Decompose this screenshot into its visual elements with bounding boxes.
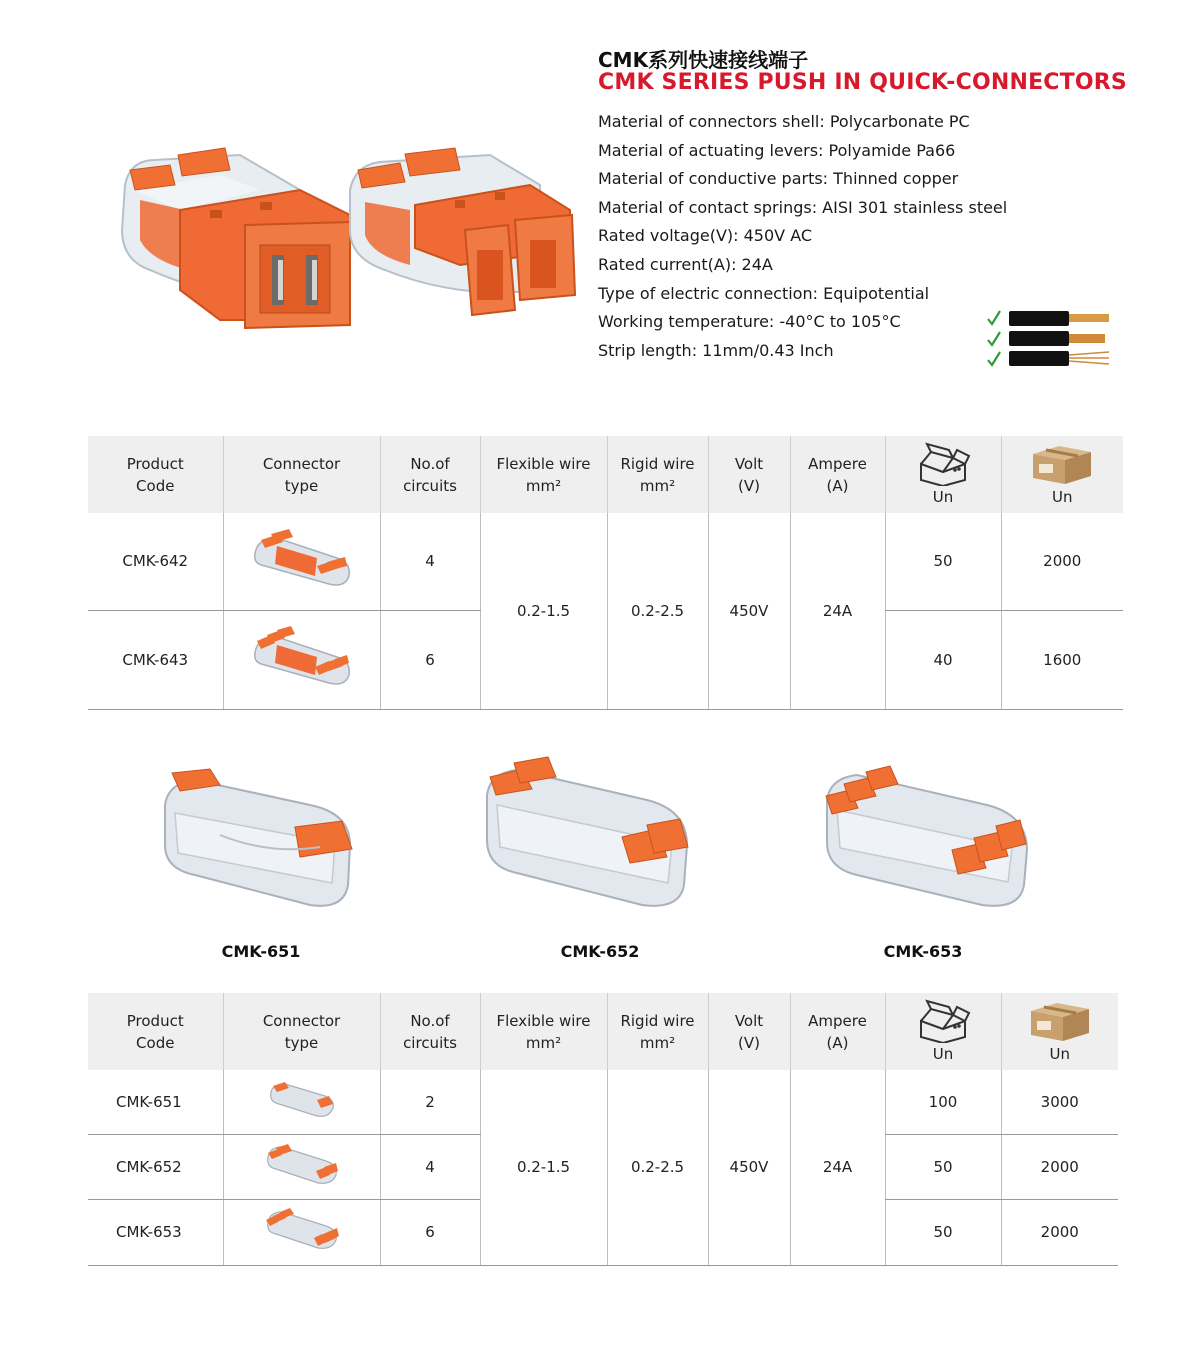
col-rigid-wire: Rigid wire mm² bbox=[607, 993, 708, 1070]
page-title-chinese: CMK系列快速接线端子 bbox=[598, 48, 809, 72]
carton-box-icon bbox=[1029, 442, 1095, 486]
circuits-value: 4 bbox=[380, 513, 480, 610]
carton-unit-label: Un bbox=[1052, 487, 1073, 506]
product-photo-cmk-651 bbox=[160, 765, 360, 915]
product-label-cmk-652: CMK-652 bbox=[560, 942, 640, 961]
spec-list bbox=[598, 108, 1007, 365]
product-label-cmk-653: CMK-653 bbox=[883, 942, 963, 961]
col-carton bbox=[1001, 436, 1123, 513]
stripped-wire-check-icon bbox=[985, 305, 1115, 367]
inner-qty: 40 bbox=[885, 610, 1001, 709]
open-box-icon bbox=[915, 999, 971, 1043]
spec-strip-length: Strip length: 11mm/0.43 Inch bbox=[598, 340, 834, 360]
carton-unit-label: Un bbox=[1049, 1044, 1070, 1063]
inner-qty: 50 bbox=[885, 513, 1001, 610]
connector-4-circuit-icon bbox=[247, 524, 357, 594]
spec-spring-material: Material of contact springs: AISI 301 stainless steel bbox=[598, 197, 1008, 217]
spec-lever-material: Material of actuating levers: Polyamide Pa66 bbox=[598, 140, 956, 160]
rigid-wire-value: 0.2-2.5 bbox=[607, 513, 708, 709]
col-inner-box bbox=[885, 436, 1001, 513]
spec-shell-material: Material of connectors shell: Polycarbonate PC bbox=[598, 112, 970, 131]
circuits-value: 4 bbox=[380, 1134, 480, 1199]
product-code: CMK-651 bbox=[88, 1070, 223, 1134]
volt-value: 450V bbox=[708, 513, 790, 709]
volt-value: 450V bbox=[708, 1070, 790, 1265]
hero-connectors-photo bbox=[110, 130, 590, 330]
product-photo-cmk-653 bbox=[826, 766, 1027, 906]
col-product-code: Product Code bbox=[88, 993, 223, 1070]
ampere-value: 24A bbox=[790, 1070, 885, 1265]
col-carton bbox=[1001, 993, 1118, 1070]
product-code: CMK-643 bbox=[88, 610, 223, 709]
product-photo-cmk-652 bbox=[487, 757, 688, 906]
table-header-row bbox=[88, 436, 1123, 513]
col-circuits: No.of circuits bbox=[380, 436, 480, 513]
col-inner-box bbox=[885, 993, 1001, 1070]
connector-4-circuit-icon bbox=[264, 1141, 340, 1189]
col-circuits: No.of circuits bbox=[380, 993, 480, 1070]
table-header-row bbox=[88, 993, 1118, 1070]
inner-qty: 100 bbox=[885, 1070, 1001, 1134]
col-ampere: Ampere (A) bbox=[790, 436, 885, 513]
open-box-icon bbox=[915, 442, 971, 486]
col-ampere: Ampere (A) bbox=[790, 993, 885, 1070]
connector-6-circuit-icon bbox=[247, 623, 357, 693]
spec-rated-voltage: Rated voltage(V): 450V AC bbox=[598, 226, 813, 246]
inner-unit-label: Un bbox=[932, 487, 954, 506]
spec-rated-current: Rated current(A): 24A bbox=[598, 254, 773, 274]
col-flexible-wire: Flexible wire mm² bbox=[480, 993, 607, 1070]
circuits-value: 2 bbox=[380, 1070, 480, 1134]
table-row bbox=[88, 513, 1123, 610]
spec-table-642-series bbox=[88, 436, 1123, 710]
flexible-wire-value: 0.2-1.5 bbox=[480, 513, 607, 709]
col-product-code: Product Code bbox=[88, 436, 223, 513]
rigid-wire-value: 0.2-2.5 bbox=[607, 1070, 708, 1265]
col-connector-type: Connector type bbox=[223, 993, 380, 1070]
product-code: CMK-642 bbox=[88, 513, 223, 610]
ampere-value: 24A bbox=[790, 513, 885, 709]
inner-unit-label: Un bbox=[932, 1044, 954, 1063]
col-connector-type: Connector type bbox=[223, 436, 380, 513]
carton-qty: 1600 bbox=[1001, 610, 1123, 709]
col-volt: Volt (V) bbox=[708, 993, 790, 1070]
product-code: CMK-653 bbox=[88, 1199, 223, 1265]
circuits-value: 6 bbox=[380, 1199, 480, 1265]
connector-image bbox=[223, 1134, 380, 1199]
circuits-value: 6 bbox=[380, 610, 480, 709]
product-code: CMK-652 bbox=[88, 1134, 223, 1199]
spec-table-651-series bbox=[88, 993, 1118, 1266]
carton-qty: 2000 bbox=[1001, 1134, 1118, 1199]
connector-image bbox=[223, 1070, 380, 1134]
flexible-wire-value: 0.2-1.5 bbox=[480, 1070, 607, 1265]
connector-image bbox=[223, 513, 380, 610]
spec-conductive-material: Material of conductive parts: Thinned copper bbox=[598, 169, 959, 189]
inner-qty: 50 bbox=[885, 1134, 1001, 1199]
inner-qty: 50 bbox=[885, 1199, 1001, 1265]
connector-image bbox=[223, 1199, 380, 1265]
carton-qty: 3000 bbox=[1001, 1070, 1118, 1134]
connector-image bbox=[223, 610, 380, 709]
connector-6-circuit-icon bbox=[264, 1206, 340, 1254]
col-rigid-wire: Rigid wire mm² bbox=[607, 436, 708, 513]
page-title: CMK SERIES PUSH IN QUICK-CONNECTORS bbox=[598, 70, 1127, 95]
product-label-cmk-651: CMK-651 bbox=[221, 942, 301, 961]
carton-box-icon bbox=[1027, 999, 1093, 1043]
carton-qty: 2000 bbox=[1001, 513, 1123, 610]
spec-working-temperature: Working temperature: -40°C to 105°C bbox=[598, 312, 901, 332]
carton-qty: 2000 bbox=[1001, 1199, 1118, 1265]
col-volt: Volt (V) bbox=[708, 436, 790, 513]
spec-connection-type: Type of electric connection: Equipotential bbox=[598, 283, 930, 303]
col-flexible-wire: Flexible wire mm² bbox=[480, 436, 607, 513]
connector-2-circuit-icon bbox=[267, 1078, 337, 1122]
table-row bbox=[88, 1070, 1118, 1134]
